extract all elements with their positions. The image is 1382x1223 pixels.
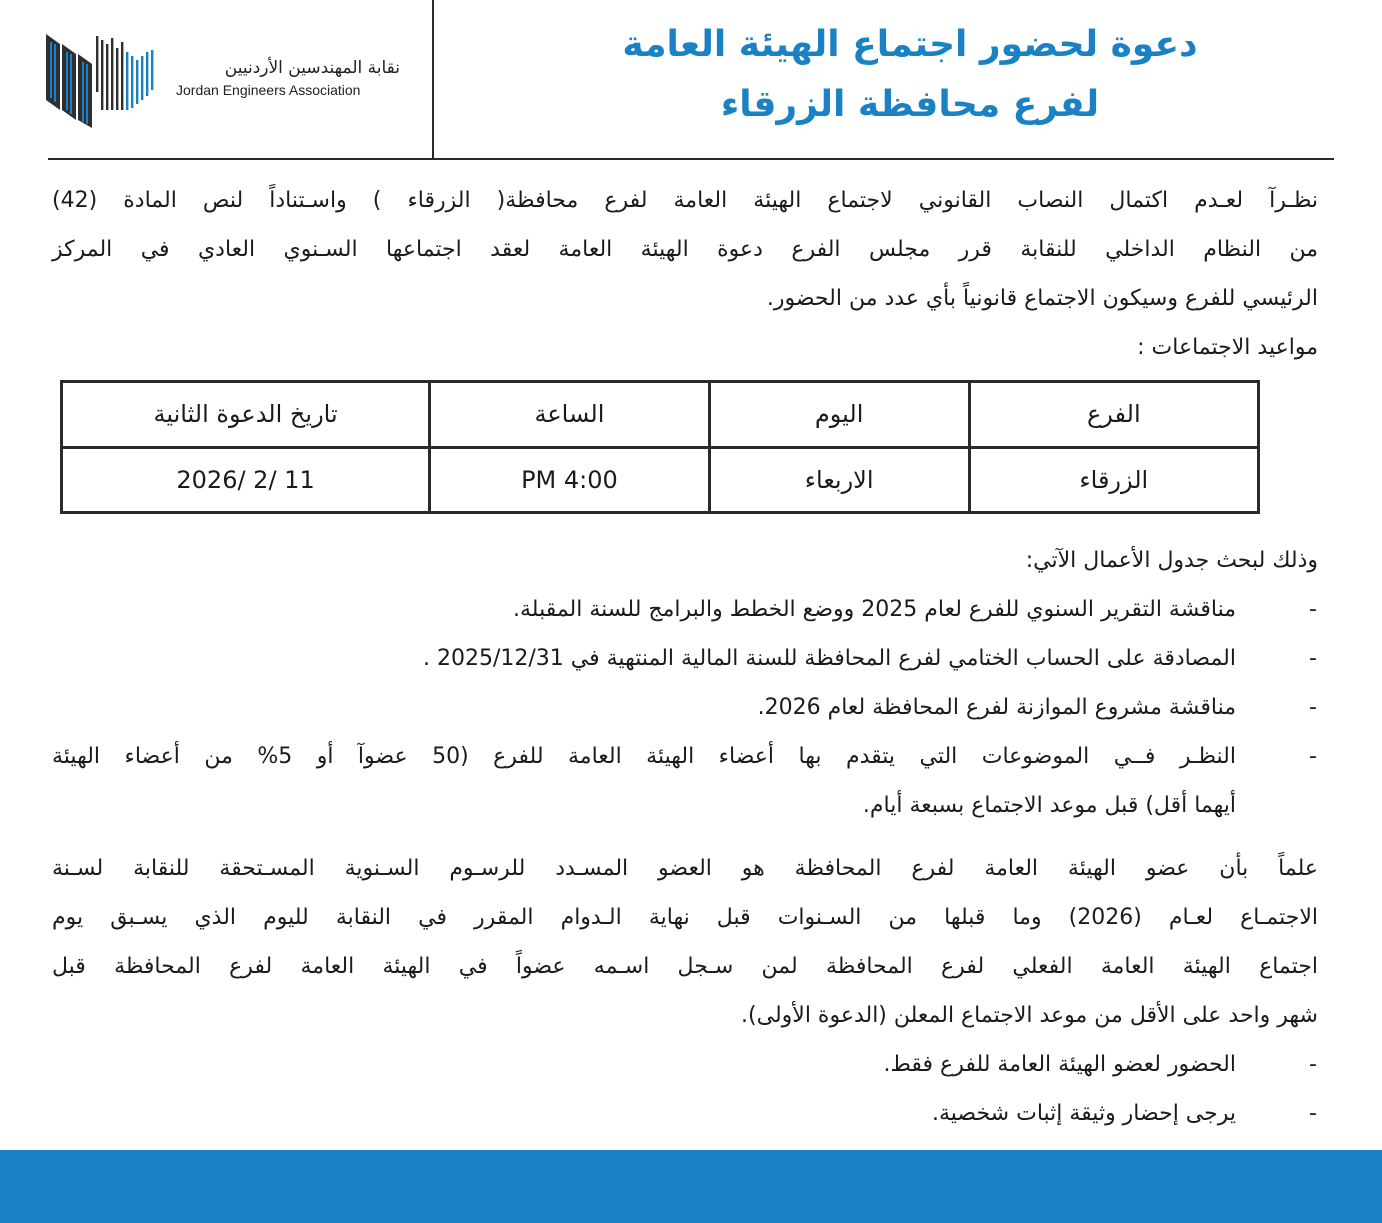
org-name-arabic: نقابة المهندسين الأردنيين (224, 58, 400, 78)
table-header-cell: الساعة (430, 382, 710, 448)
table-cell-day: الاربعاء (709, 447, 969, 513)
table-row (62, 447, 1259, 513)
table-cell-date: 2026/ 2/ 11 (62, 447, 430, 513)
list-bullet: - (1309, 1101, 1317, 1126)
notice-line: اجتماع الهيئة العامة الفعلي لفرع المحافظة لمن سـجل اسـمه عضواً في الهيئة العامة لفرع المحافظة قبل (52, 954, 1318, 979)
page-title-line-1: دعوة لحضور اجتماع الهيئة العامة (622, 24, 1198, 65)
agenda-item: مناقشة مشروع الموازنة لفرع المحافظة لعام 2026. (757, 695, 1236, 720)
agenda-item-continuation: أيهما أقل) قبل موعد الاجتماع بسبعة أيام. (862, 793, 1236, 818)
intro-line: من النظام الداخلي للنقابة قرر مجلس الفرع دعوة الهيئة العامة لعقد اجتماعها السـنوي العادي في المركز (52, 237, 1318, 262)
footer-bar (0, 1150, 1382, 1223)
table-header-cell: الفرع (969, 382, 1258, 448)
list-bullet: - (1309, 1052, 1317, 1077)
table-header-row (62, 382, 1259, 448)
schedule-label: مواعيد الاجتماعات : (1137, 335, 1318, 360)
agenda-item: المصادقة على الحساب الختامي لفرع المحافظة للسنة المالية المنتهية في 2025/12/31 . (422, 646, 1236, 671)
notice-line: الاجتمـاع لعـام (2026) وما قبلها من السـنوات قبل نهاية الـدوام المقرر في النقابة لليوم الذي يسـبق يوم (52, 905, 1318, 930)
header-vertical-divider (432, 0, 434, 160)
page-title-line-2: لفرع محافظة الزرقاء (720, 84, 1100, 125)
header-rule (48, 158, 1334, 160)
agenda-item: مناقشة التقرير السنوي للفرع لعام 2025 ووضع الخطط والبرامج للسنة المقبلة. (513, 597, 1236, 622)
list-bullet: - (1309, 695, 1317, 720)
org-name-english: Jordan Engineers Association (176, 82, 361, 98)
notice-item: الحضور لعضو الهيئة العامة للفرع فقط. (883, 1052, 1236, 1077)
notice-line: علماً بأن عضو الهيئة العامة لفرع المحافظة هو العضو المسـدد للرسـوم السـنوية المسـتحقة للنقابة لسـنة (52, 856, 1318, 881)
list-bullet: - (1309, 744, 1317, 769)
intro-line: الرئيسي للفرع وسيكون الاجتماع قانونياً بأي عدد من الحضور. (766, 286, 1318, 311)
jea-logo-icon (46, 30, 158, 128)
table-header-cell: تاريخ الدعوة الثانية (62, 382, 430, 448)
intro-line: نظـرآ لعـدم اكتمال النصاب القانوني لاجتماع الهيئة العامة لفرع محافظة( الزرقاء ) واسـتناداً لنص المادة (42) (52, 188, 1318, 213)
table-cell-time: PM 4:00 (430, 447, 710, 513)
notice-line: شهر واحد على الأقل من موعد الاجتماع المعلن (الدعوة الأولى). (741, 1003, 1318, 1028)
agenda-item: النظـر فــي الموضوعات التي يتقدم بها أعضاء الهيئة العامة للفرع (50 عضوآ أو 5% من أعضاء الهيئة (52, 744, 1237, 769)
notice-item: يرجى إحضار وثيقة إثبات شخصية. (931, 1101, 1236, 1126)
table-header-cell: اليوم (709, 382, 969, 448)
table-cell-branch: الزرقاء (969, 447, 1258, 513)
schedule-table (60, 380, 1260, 514)
list-bullet: - (1309, 597, 1317, 622)
header (0, 0, 1382, 160)
agenda-label: وذلك لبحث جدول الأعمال الآتي: (1025, 548, 1318, 573)
list-bullet: - (1309, 646, 1317, 671)
